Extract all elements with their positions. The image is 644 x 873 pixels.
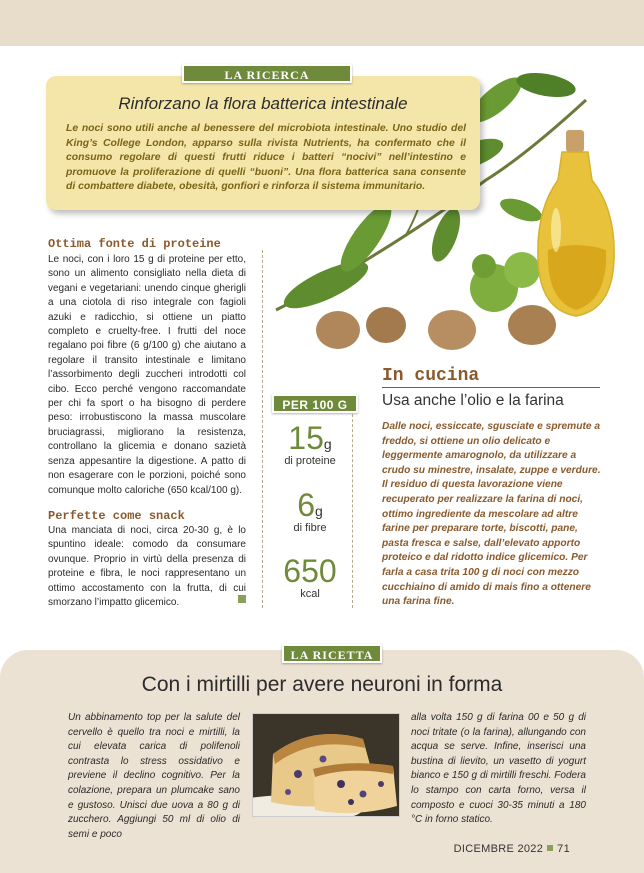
protein-section-title: Ottima fonte di proteine bbox=[48, 237, 221, 251]
issue-date: DICEMBRE 2022 bbox=[453, 843, 544, 855]
recipe-tag: LA RICETTA bbox=[282, 644, 382, 663]
recipe-text-right: alla volta 150 g di farina 00 e 50 g di noci tritate (o la farina), allungando con acqua se serve. Infine, inserisci una bustina di lievito, un vasetto di yogurt bianco e 150 g di mirtilli freschi. Fodera lo stampo con carta forno, versa il composto e cuoci 30-35 minuti a 180 °C in forno statico. bbox=[411, 712, 586, 826]
nutrition-item-fiber bbox=[268, 487, 352, 534]
cucina-subtitle: Usa anche l’olio e la farina bbox=[382, 392, 564, 409]
end-square-icon bbox=[238, 595, 246, 603]
page-footer bbox=[454, 843, 570, 855]
nutrition-label: kcal bbox=[300, 588, 320, 600]
cucina-title: In cucina bbox=[382, 366, 600, 388]
top-decorative-band bbox=[0, 0, 644, 46]
research-title: Rinforzano la flora batterica intestinale bbox=[118, 94, 408, 113]
nutrition-unit: g bbox=[323, 436, 332, 452]
nutrition-item-protein bbox=[268, 420, 352, 467]
page-number: 71 bbox=[557, 843, 570, 855]
nutrition-value: 15 bbox=[288, 420, 324, 456]
nutrition-value: 650 bbox=[283, 553, 337, 589]
plumcake-image bbox=[253, 714, 400, 817]
protein-section-text: Le noci, con i loro 15 g di proteine per etto, sono un alimento consigliato nella dieta di vegani e vegetariani: unendo cinque gherigli a una ciotola di riso integrale con fagioli azuki e radicchio, si ottiene un piatto completo e cruelty-free. I frutti del noce regalano poi fibre (6 g/100 g) che aiutano a regolare il transito intestinale e limitano l’assorbimento degli zuccheri introdotti col cibo. Ecco perché vengono raccomandate per chi fa sport o ha bisogno di perdere peso: irrobustiscono la massa muscolare bruciagrassi, migliorano la resistenza, controllano la glicemia e donano sazietà senza appesantire la digestione. A patto di non esagerare con le porzioni, poiché sono comunque molto caloriche (650 kcal/100 g). bbox=[48, 254, 246, 496]
blueberry-plumcake-photo bbox=[252, 713, 400, 817]
nutrition-label: di proteine bbox=[284, 455, 336, 467]
nutrition-unit: g bbox=[315, 503, 323, 519]
nutrition-value: 6 bbox=[297, 487, 315, 523]
nutrition-tag: PER 100 G bbox=[272, 394, 358, 413]
column-divider bbox=[262, 250, 263, 608]
recipe-title: Con i mirtilli per avere neuroni in forma bbox=[141, 673, 503, 696]
research-tag: LA RICERCA bbox=[182, 64, 352, 83]
cucina-body: Dalle noci, essiccate, sgusciate e spremute a freddo, si ottiene un olio delicato e leggermente amarognolo, da utilizzare a crudo su minestre, insalate, zuppe e verdure. Il residuo di questa lavorazione viene recuperato per realizzare la farina di noci, ottimo ingrediente da mescolare ad altre farine per preparare torte, biscotti, pane, pasta fresca e salse, dall’elevato apporto proteico e dal ridotto indice glicemico. Per farla a casa trita 100 g di noci con mezzo cucchiaino di amido di mais fino a ottenere una farina fine. bbox=[382, 421, 601, 608]
recipe-text-left: Un abbinamento top per la salute del cervello è quello tra noci e mirtilli, la cui elevata carica di polifenoli contrasta lo stress ossidativo e previene il declino cognitivo. Per la colazione, prepara un plumcake sano e gustoso. Unisci due uova a 80 g di zucchero. Aggiungi 50 ml di olio di semi e poco bbox=[68, 712, 240, 840]
snack-section-title: Perfette come snack bbox=[48, 509, 185, 523]
research-body: Le noci sono utili anche al benessere del microbiota intestinale. Uno studio del King’s College London, apparso sulla rivista Nutrients, ha confermato che il consumo regolare di questi frutti riduce i batteri “nocivi” nell’intestino e promuove la proliferazione di quelli “buoni”. Una flora batterica sana consente di combattere diabete, obesità, gonfiori e rinforza il sistema immunitario. bbox=[66, 123, 466, 193]
snack-section-text: Una manciata di noci, circa 20-30 g, è lo spuntino ideale: comodo da consumare ovunque. Proprio in virtù della presenza di proteine e fibra, le noci rappresentano un ottimo accostamento con la frutta, di cui smorzano l’impatto glicemico. bbox=[48, 525, 246, 609]
nutrition-item-kcal bbox=[268, 553, 352, 600]
nutrition-label: di fibre bbox=[293, 522, 327, 534]
column-divider-right bbox=[352, 394, 353, 608]
footer-square-icon bbox=[547, 845, 553, 851]
